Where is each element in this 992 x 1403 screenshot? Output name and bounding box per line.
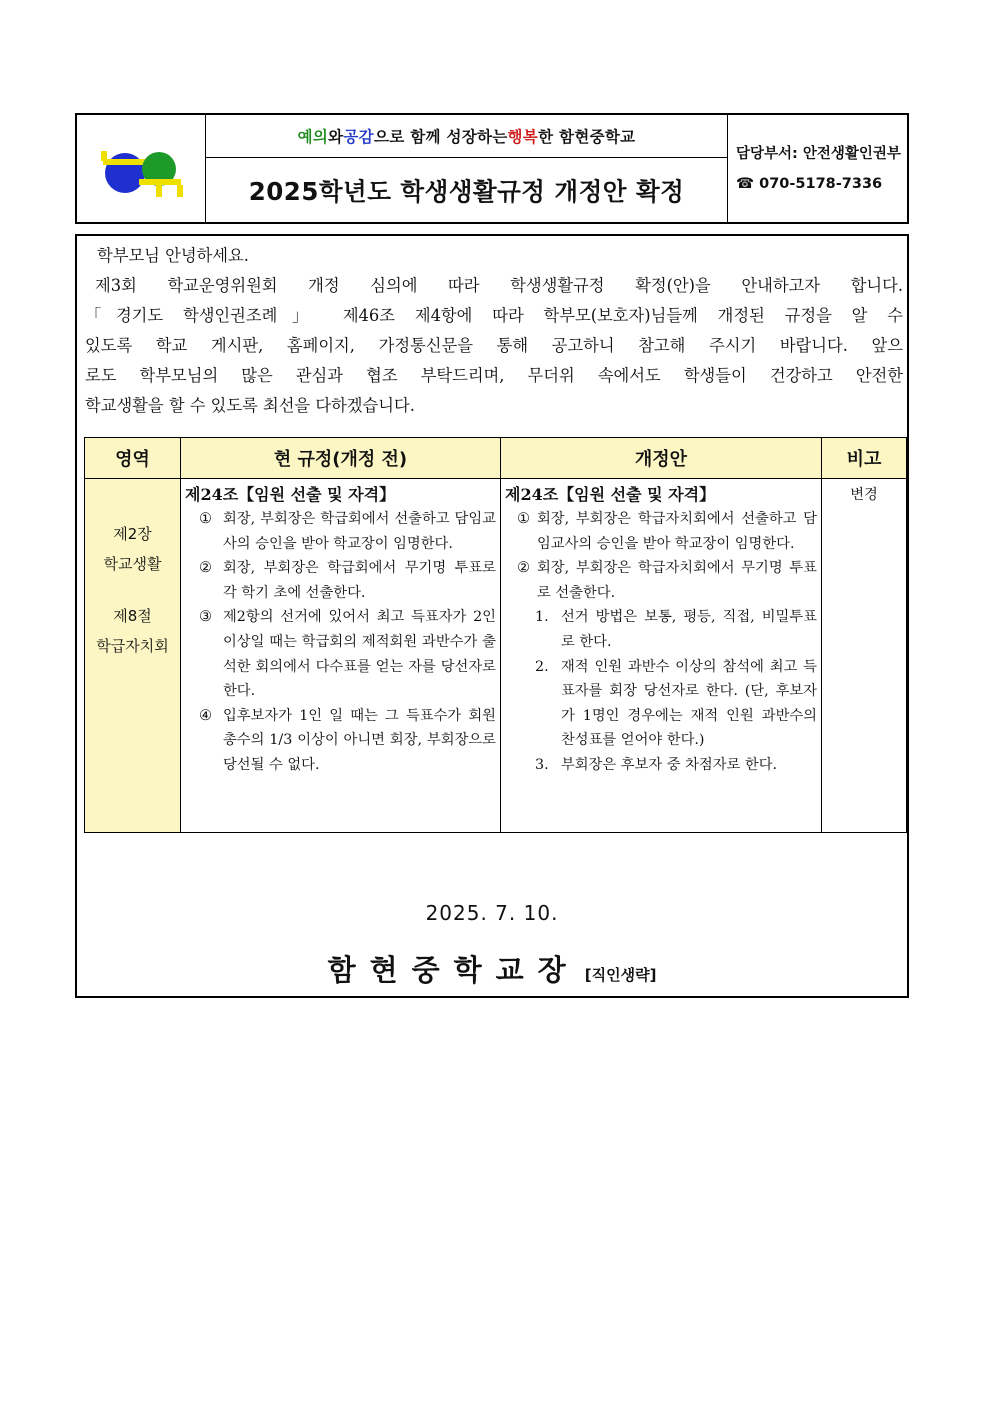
subitem-marker: 1.	[535, 609, 549, 626]
motto-part: 예의	[297, 128, 329, 146]
table-row	[85, 479, 907, 833]
current-article-title: 제24조【임원 선출 및 자격】	[185, 485, 396, 504]
item-text: 회장, 부회장은 학급회에서 선출하고 담임교사의 승인을 받아 학교장이 임명한다.	[223, 511, 496, 552]
motto-part: 공감	[343, 128, 374, 146]
subitem-text: 부회장은 후보자 중 차점자로 한다.	[561, 756, 778, 773]
area-section-title: 학급자치회	[96, 637, 169, 655]
item-marker: ②	[199, 560, 212, 577]
header-note: 비고	[822, 438, 907, 479]
area-chapter: 제2장	[113, 525, 152, 543]
intro-line: 「경기도 학생인권조례」 제46조 제4항에 따라 학부모(보호자)님들께 개정된 규정을 알 수	[85, 306, 903, 325]
motto-part: 한 함현중학교	[538, 128, 636, 146]
seal-omitted: [직인생략]	[584, 966, 657, 984]
subitem-text: 선거 방법은 보통, 평등, 직접, 비밀투표로 한다.	[561, 609, 817, 650]
revised-item	[505, 556, 817, 605]
revised-subitem	[505, 655, 817, 753]
area-chapter-title: 학교생활	[103, 555, 162, 573]
logo-cell	[77, 115, 206, 222]
intro-letter	[85, 241, 903, 421]
item-text: 입후보자가 1인 일 때는 그 득표수가 회원 총수의 1/3 이상이 아니면 회장, 부회장으로 당선될 수 없다.	[223, 707, 496, 773]
revised-subitem	[505, 605, 817, 654]
intro-line: 제3회 학교운영위원회 개정 심의에 따라 학생생활규정 확정(안)을 안내하고자 합니다.	[95, 276, 903, 295]
school-motto	[206, 115, 727, 158]
item-text: 회장, 부회장은 학급자치회에서 선출하고 담임교사의 승인을 받아 학교장이 임명한다.	[537, 511, 817, 552]
current-item	[185, 556, 496, 605]
note-cell: 변경	[822, 479, 907, 833]
rules-comparison-table	[84, 437, 907, 833]
department-label: 담당부서: 안전생활인권부	[736, 145, 901, 162]
main-content	[75, 234, 909, 998]
subitem-marker: 2.	[535, 658, 549, 675]
area-spacer	[89, 579, 176, 601]
current-item	[185, 605, 496, 703]
item-text: 제2항의 선거에 있어서 최고 득표자가 2인 이상일 때는 학급회의 제적회원 과반수가 출석한 회의에서 다수표를 얻는 자를 당선자로 한다.	[223, 609, 496, 700]
principal-name: 함현중학교장	[327, 953, 580, 987]
item-marker: ①	[199, 511, 212, 527]
school-logo-icon	[77, 115, 205, 222]
header-current: 현 규정(개정 전)	[181, 438, 501, 479]
phone-number: ☎ 070-5178-7336	[736, 175, 883, 192]
header-revised: 개정안	[501, 438, 822, 479]
greeting: 학부모님 안녕하세요.	[97, 246, 249, 265]
contact-info	[728, 115, 907, 222]
intro-line: 로도 학부모님의 많은 관심과 협조 부탁드리며, 무더위 속에서도 학생들이 건강하고 안전한	[85, 366, 903, 385]
revised-item	[505, 507, 817, 556]
item-marker: ①	[517, 511, 530, 527]
item-text: 회장, 부회장은 학급자치회에서 무기명 투표로 선출한다.	[537, 560, 817, 601]
motto-part: 행복	[507, 128, 539, 146]
item-marker: ②	[517, 560, 530, 577]
intro-line: 있도록 학교 게시판, 홈페이지, 가정통신문을 통해 공고하니 참고해 주시기 바랍니다. 앞으	[85, 336, 903, 355]
revised-article-title: 제24조【임원 선출 및 자격】	[505, 485, 716, 504]
header-box	[75, 113, 909, 224]
item-text: 회장, 부회장은 학급회에서 무기명 투표로 각 학기 초에 선출한다.	[223, 560, 496, 601]
area-cell	[85, 479, 181, 833]
signature-line	[77, 948, 907, 989]
current-item	[185, 704, 496, 778]
revised-subitem	[505, 753, 817, 778]
area-section: 제8절	[113, 607, 152, 625]
current-item	[185, 507, 496, 556]
motto-part: 와	[328, 128, 344, 146]
subitem-marker: 3.	[535, 756, 549, 773]
item-marker: ③	[199, 609, 212, 626]
header-area: 영역	[85, 438, 181, 479]
issue-date: 2025. 7. 10.	[425, 901, 559, 925]
intro-line: 학교생활을 할 수 있도록 최선을 다하겠습니다.	[85, 396, 415, 415]
revised-rule-cell	[501, 479, 822, 833]
subitem-text: 재적 인원 과반수 이상의 참석에 최고 득표자를 회장 당선자로 한다. (단, 후보자가 1명인 경우에는 재적 인원 과반수의 찬성표를 얻어야 한다.)	[561, 658, 817, 749]
current-rule-cell	[181, 479, 501, 833]
motto-part: 으로 함께 성장하는	[373, 128, 508, 146]
table-header-row	[85, 438, 907, 479]
item-marker: ④	[199, 707, 212, 724]
document-title: 2025학년도 학생생활규정 개정안 확정	[248, 176, 685, 206]
